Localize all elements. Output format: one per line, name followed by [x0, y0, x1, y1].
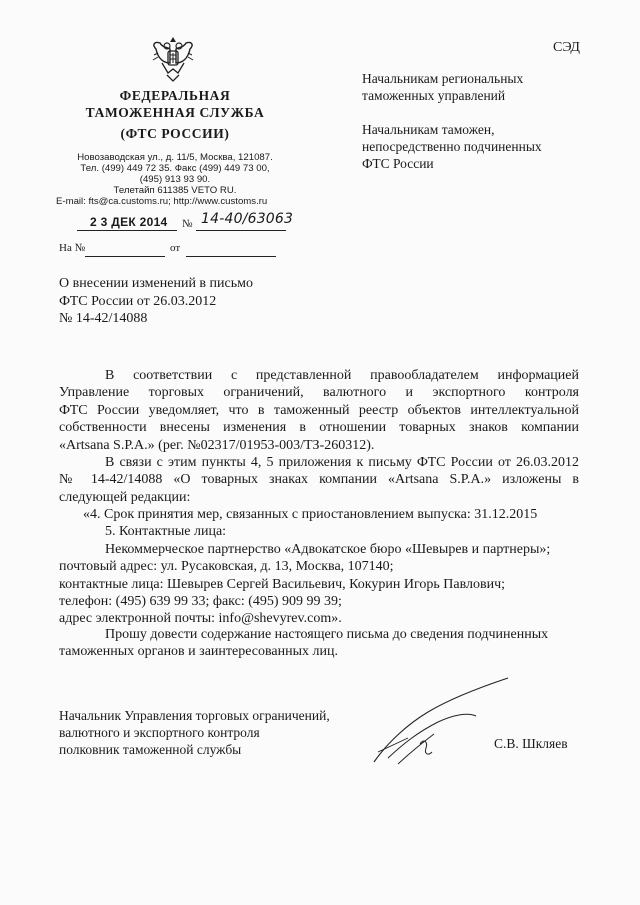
signer-name: С.В. Шкляев	[494, 736, 568, 751]
text-line: следующей редакции:	[59, 489, 191, 505]
text-line: адрес электронной почты: info@shevyrev.com».	[59, 611, 342, 627]
handwritten-signature	[368, 672, 518, 767]
org-name-line1: ФЕДЕРАЛЬНАЯ	[119, 88, 231, 103]
document-number: 14-40/63063	[201, 211, 294, 227]
text-line: «4. Срок принятия мер, связанных с приостановлением выпуска: 31.12.2015	[83, 507, 538, 522]
subject-line: № 14-42/14088	[59, 311, 148, 326]
text-line: «Artsana S.P.A.» (рег. №02317/01953-003/ТЗ-260312).	[59, 437, 375, 453]
text-line: Некоммерческое партнерство «Адвокатское бюро «Шевырев и партнеры»;	[105, 541, 551, 557]
text-line: почтовый адрес: ул. Русаковская, д. 13, Москва, 107140;	[59, 559, 394, 575]
text-line: Прошу довести содержание настоящего письма до сведения подчиненных	[105, 627, 549, 642]
number-sign: №	[182, 218, 193, 230]
paragraph-3	[59, 506, 579, 628]
paragraph-1	[59, 367, 579, 454]
text-line: № 14-42/14088 «О товарных знаках компании «Artsana S.P.A.» изложены в	[59, 472, 579, 488]
text-line: 5. Контактные лица:	[105, 524, 227, 540]
paragraph-4	[59, 626, 579, 661]
phone-line: (495) 913 93 90.	[139, 174, 211, 185]
recipient-line: таможенных управлений	[362, 88, 506, 103]
text-line: В соответствии с представленной правообладателем информацией	[105, 368, 579, 383]
document-date: 2 3 ДЕК 2014	[90, 215, 168, 229]
text-line: ФТС России уведомляет, что в таможенный реестр объектов интеллектуальной	[59, 402, 579, 418]
recipient-line: непосредственно подчиненных	[362, 139, 542, 154]
teletype-line: Телетайп 611385 VETO RU.	[113, 185, 237, 196]
subject-line: О внесении изменений в письмо	[59, 276, 253, 291]
address-line: Новозаводская ул., д. 11/5, Москва, 121087.	[77, 152, 273, 163]
org-name-line2: ТАМОЖЕННАЯ СЛУЖБА	[85, 105, 265, 120]
reference-number-blank	[85, 244, 165, 257]
text-line: В связи с этим пункты 4, 5 приложения к письму ФТС России от 26.03.2012	[105, 455, 579, 470]
text-line: таможенных органов и заинтересованных лиц.	[59, 644, 338, 660]
subject-line: ФТС России от 26.03.2012	[59, 293, 217, 309]
recipients-block	[362, 70, 542, 172]
coat-of-arms-icon	[150, 33, 196, 85]
reference-date-label: от	[170, 242, 181, 254]
signatory-title-line: Начальник Управления торговых ограничений,	[59, 708, 330, 723]
recipient-line: Начальникам региональных	[362, 71, 524, 86]
signatory-title-line: полковник таможенной службы	[59, 742, 242, 757]
paragraph-2	[59, 454, 579, 506]
text-line: собственности внесены изменения в отношении товарных знаков компании	[59, 420, 579, 436]
org-short-name: (ФТС РОССИИ)	[120, 126, 230, 141]
reference-date-blank	[186, 244, 276, 257]
signatory-title	[59, 707, 330, 758]
signatory-title-line: валютного и экспортного контроля	[59, 725, 260, 740]
email-line: E-mail: fts@ca.customs.ru; http://www.customs.ru	[56, 196, 268, 207]
subject-block	[59, 275, 253, 328]
reference-number-label: На №	[59, 242, 86, 254]
text-line: контактные лица: Шевырев Сергей Васильевич, Кокурин Игорь Павлович;	[59, 576, 506, 592]
recipient-line: Начальникам таможен,	[362, 122, 495, 137]
text-line: Управление торговых ограничений, валютного и экспортного контроля	[59, 385, 579, 401]
phone-line: Тел. (499) 449 72 35. Факс (499) 449 73 00,	[80, 163, 270, 174]
text-line: телефон: (495) 639 99 33; факс: (495) 909 99 39;	[59, 594, 342, 610]
document-system-mark: СЭД	[553, 40, 580, 55]
recipient-line: ФТС России	[362, 156, 434, 171]
